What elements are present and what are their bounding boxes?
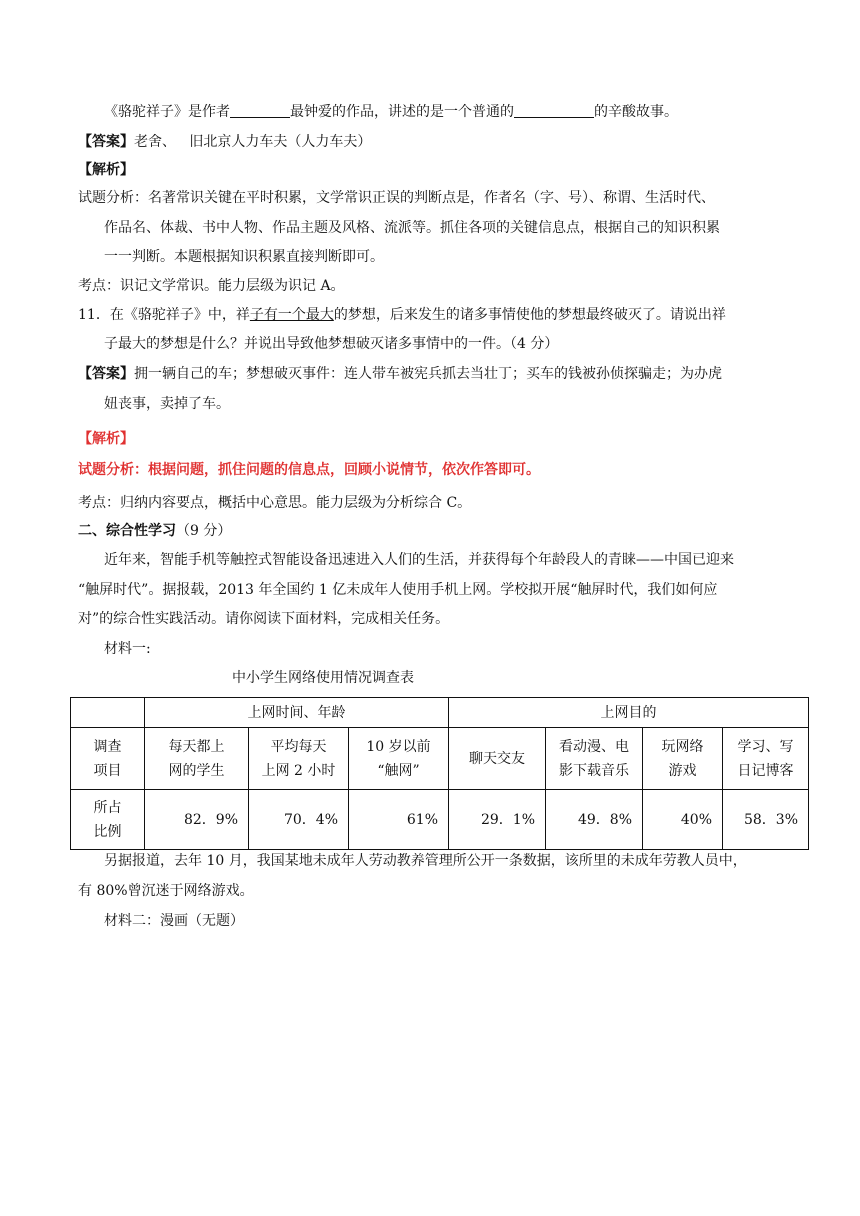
column-header: 看动漫、电 影下载音乐 xyxy=(546,728,643,790)
q10-suffix: 的辛酸故事。 xyxy=(594,104,678,120)
q11-underlined-text: 子有一个最大 xyxy=(249,307,334,323)
answer-tag: 【答案】 xyxy=(78,134,134,150)
column-header: 10 岁以前 “触网” xyxy=(349,728,449,790)
row-label-ratio: 所占 比例 xyxy=(71,790,145,850)
material2-label: 材料二：漫画（无题） xyxy=(104,913,244,929)
group-header-purpose: 上网目的 xyxy=(449,698,809,728)
q11-analysis-tag: 【解析】 xyxy=(78,431,134,447)
table-corner-cell xyxy=(71,698,145,728)
q11-question-line2: 子最大的梦想是什么？并说出导致他梦想破灭诸多事情中的一件。（4 分） xyxy=(104,336,559,352)
table-item-row xyxy=(71,728,809,790)
q10-answer: 老舍、 旧北京人力车夫（人力车夫） xyxy=(134,134,372,150)
column-header: 每天都上 网的学生 xyxy=(145,728,249,790)
q10-kaodian: 考点：识记文学常识。能力层级为识记 A。 xyxy=(78,278,345,294)
q10-answer-line xyxy=(78,132,371,152)
q11-question-line1 xyxy=(78,305,726,325)
column-header: 聊天交友 xyxy=(449,728,546,790)
q10-blank-subject[interactable] xyxy=(514,103,594,118)
table-ratio-row xyxy=(71,790,809,850)
analysis-tag: 【解析】 xyxy=(78,162,134,178)
q10-mid: 最钟爱的作品，讲述的是一个普通的 xyxy=(290,104,514,120)
table-cell-value: 49．8% xyxy=(546,790,643,850)
material1-label: 材料一: xyxy=(104,641,151,657)
q11-answer-line1: 拥一辆自己的车；梦想破灭事件：连人带车被宪兵抓去当壮丁；买车的钱被孙侦探骗走；为办虎 xyxy=(134,366,722,382)
q11-analysis: 试题分析：根据问题，抓住问题的信息点，回顾小说情节，依次作答即可。 xyxy=(78,462,540,478)
q11-answer-line2: 妞丧事，卖掉了车。 xyxy=(104,396,230,412)
q10-question xyxy=(104,102,678,122)
q10-analysis-line2: 作品名、体裁、书中人物、作品主题及风格、流派等。抓住各项的关键信息点，根据自己的知识积累 xyxy=(104,220,720,236)
q11-num: 11．在《骆驼祥子》中，祥 xyxy=(78,307,250,323)
section2-score: （9 分） xyxy=(176,523,232,539)
table-cell-value: 29．1% xyxy=(449,790,546,850)
column-header: 平均每天 上网 2 小时 xyxy=(249,728,349,790)
table-cell-value: 70．4% xyxy=(249,790,349,850)
table-cell-value: 82．9% xyxy=(145,790,249,850)
row-label-item: 调查 项目 xyxy=(71,728,145,790)
table-cell-value: 61% xyxy=(349,790,449,850)
q10-analysis-line1: 试题分析：名著常识关键在平时积累，文学常识正误的判断点是，作者名（字、号）、称谓、生活时代、 xyxy=(78,190,715,206)
report-line2: 有 80%曾沉迷于网络游戏。 xyxy=(78,883,254,899)
group-header-time-age: 上网时间、年龄 xyxy=(145,698,449,728)
q10-analysis-line3: 一一判断。本题根据知识积累直接判断即可。 xyxy=(104,249,384,265)
q11-rest: 的梦想，后来发生的诸多事情使他的梦想最终破灭了。请说出祥 xyxy=(333,307,726,323)
q11-kaodian: 考点：归纳内容要点，概括中心意思。能力层级为分析综合 C。 xyxy=(78,495,472,511)
section2-intro-line3: 对”的综合性实践活动。请你阅读下面材料，完成相关任务。 xyxy=(78,611,450,627)
table-header-row xyxy=(71,698,809,728)
table-cell-value: 58．3% xyxy=(723,790,809,850)
section2-intro-line2: “触屏时代”。据报载，2013 年全国约 1 亿未成年人使用手机上网。学校拟开展“触屏时代，我们如何应 xyxy=(78,582,718,598)
q10-blank-author[interactable] xyxy=(230,103,290,118)
table-cell-value: 40% xyxy=(643,790,723,850)
survey-table xyxy=(70,697,809,850)
section2-title: 二、综合性学习 xyxy=(78,523,176,539)
q11-answer-line xyxy=(78,364,722,384)
report-line1: 另据报道，去年 10 月，我国某地未成年人劳动教养管理所公开一条数据，该所里的未成年劳教人员中， xyxy=(104,853,747,869)
table-title: 中小学生网络使用情况调查表 xyxy=(232,670,414,686)
answer-tag: 【答案】 xyxy=(78,366,134,382)
q10-prefix: 《骆驼祥子》是作者 xyxy=(104,104,230,120)
column-header: 玩网络 游戏 xyxy=(643,728,723,790)
section2-intro-line1: 近年来，智能手机等触控式智能设备迅速进入人们的生活，并获得每个年龄段人的青睐——中国已迎来 xyxy=(104,552,734,568)
section2-heading xyxy=(78,521,231,541)
column-header: 学习、写 日记博客 xyxy=(723,728,809,790)
